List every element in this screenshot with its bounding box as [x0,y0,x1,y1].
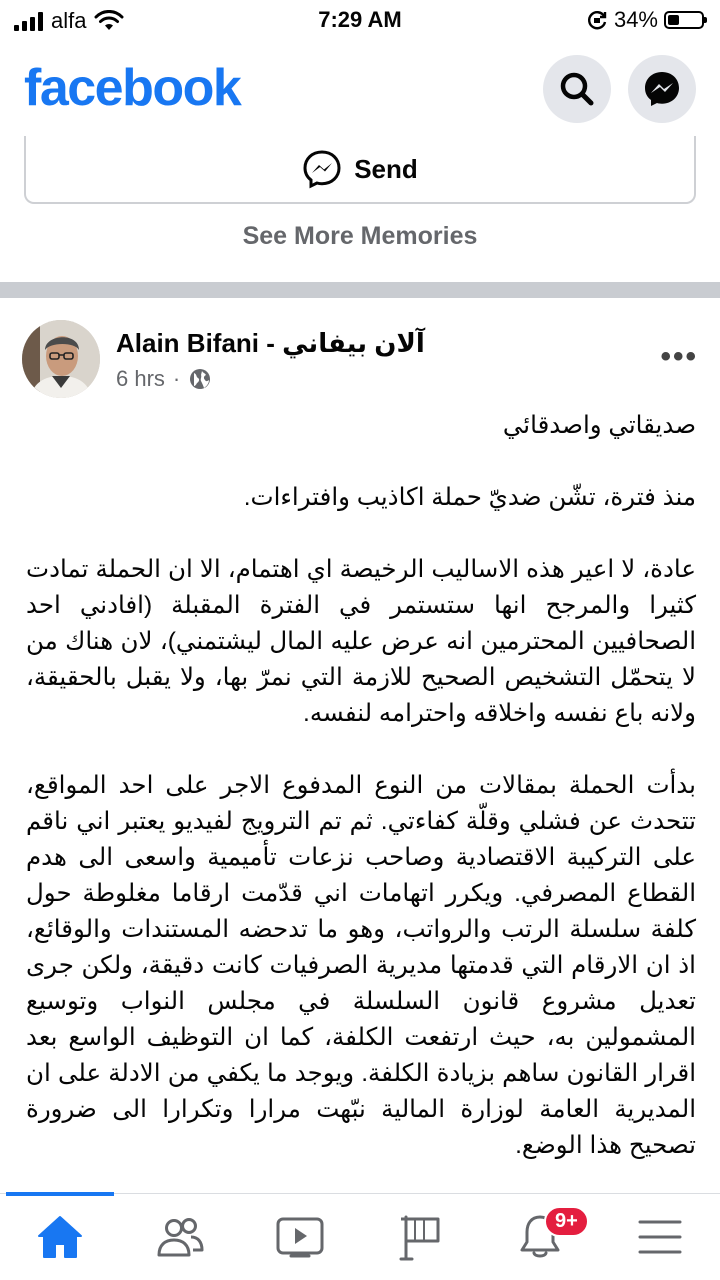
post-options-button[interactable]: ••• [660,340,698,373]
status-time: 7:29 AM [318,7,402,32]
post-header [0,318,720,398]
messenger-icon [642,69,682,109]
home-icon [36,1214,84,1260]
notification-badge: 9+ [544,1206,589,1237]
author-avatar[interactable] [22,320,100,398]
globe-icon [188,367,212,391]
tab-friends[interactable] [120,1194,240,1280]
tab-menu[interactable] [600,1194,720,1280]
pages-icon [398,1213,442,1261]
menu-icon [637,1217,683,1257]
search-button[interactable] [543,55,611,123]
app-header [0,40,720,138]
meta-separator: · [172,366,181,391]
avatar-photo [22,320,100,398]
tab-pages[interactable] [360,1194,480,1280]
status-right [586,7,704,33]
send-button[interactable] [24,136,696,204]
friends-icon [155,1215,205,1259]
facebook-logo[interactable]: facebook [24,59,241,117]
tab-home[interactable] [0,1194,120,1280]
tab-notifications[interactable] [480,1194,600,1280]
post-author-name[interactable]: Alain Bifani - آلان بيفاني [116,328,425,358]
post-paragraph: بدأت الحملة بمقالات من النوع المدفوع الاجر على احد المواقع، تتحدث عن فشلي وقلّة كفاءتي. ثم تم الترويج لفيديو يعتبر اني ناقم على التركيبة الاقتصادية وصاحب نزعات تأميمية واسعى الى هدم القطاع المصرفي. ويكرر اتهامات اني قدّمت ارقاما مغلوطة حول كلفة سلسلة الرتب والرواتب، وهو ما تدحضه المستندات والوقائع، اذ ان الارقام التي قدمتها مديرية الصرفيات كانت دقيقة، ولكن جرى تعديل مشروع قانون السلسلة في مجلس النواب وتوسيع المشمولين به، حيث ارتفعت الكلفة، كما ان التوظيف الواسع بعد اقرار القانون ساهم بزيادة الكلفة. ويوجد ما يكفي من الادلة على ان المديرية العامة لوزارة المالية نبّهت مرارا وتكرارا الى ضرورة تصحيح هذا الوضع. [26,772,696,1159]
tab-watch[interactable] [240,1194,360,1280]
see-more-memories-link[interactable]: See More Memories [242,222,478,250]
post-paragraph: منذ فترة، تشّن ضديّ حملة اكاذيب وافتراءات. [243,484,696,511]
post-time[interactable]: 6 hrs [116,366,165,391]
bottom-tab-bar [0,1193,720,1280]
status-bar [0,0,720,40]
send-label: Send [354,153,418,184]
section-divider [0,282,720,298]
messenger-icon [302,149,342,189]
post-paragraph: صديقاتي واصدقائي [502,412,696,439]
carrier-name: alfa [51,8,87,33]
post-text [26,408,696,1200]
rotation-lock-icon [586,9,608,31]
watch-icon [275,1215,325,1259]
post-meta [116,366,212,392]
battery-percent: 34% [613,7,658,32]
post-paragraph: عادة، لا اعير هذه الاساليب الرخيصة اي اهتمام، الا ان الحملة تمادت كثيرا والمرجح انها ستستمر في الفترة المقبلة (افادني احد الصحافيين المحترمين انه عرض عليه المال ليشتمني)، لان هناك من لا يتحمّل التشخيص الصحيح للازمة التي نمرّ بها، ولا يقبل بالحقيقة، ولانه باع نفسه واخلاقه واحترامه لنفسه. [26,556,696,727]
messenger-button[interactable] [628,55,696,123]
search-icon [558,70,596,108]
battery-icon [664,11,704,29]
